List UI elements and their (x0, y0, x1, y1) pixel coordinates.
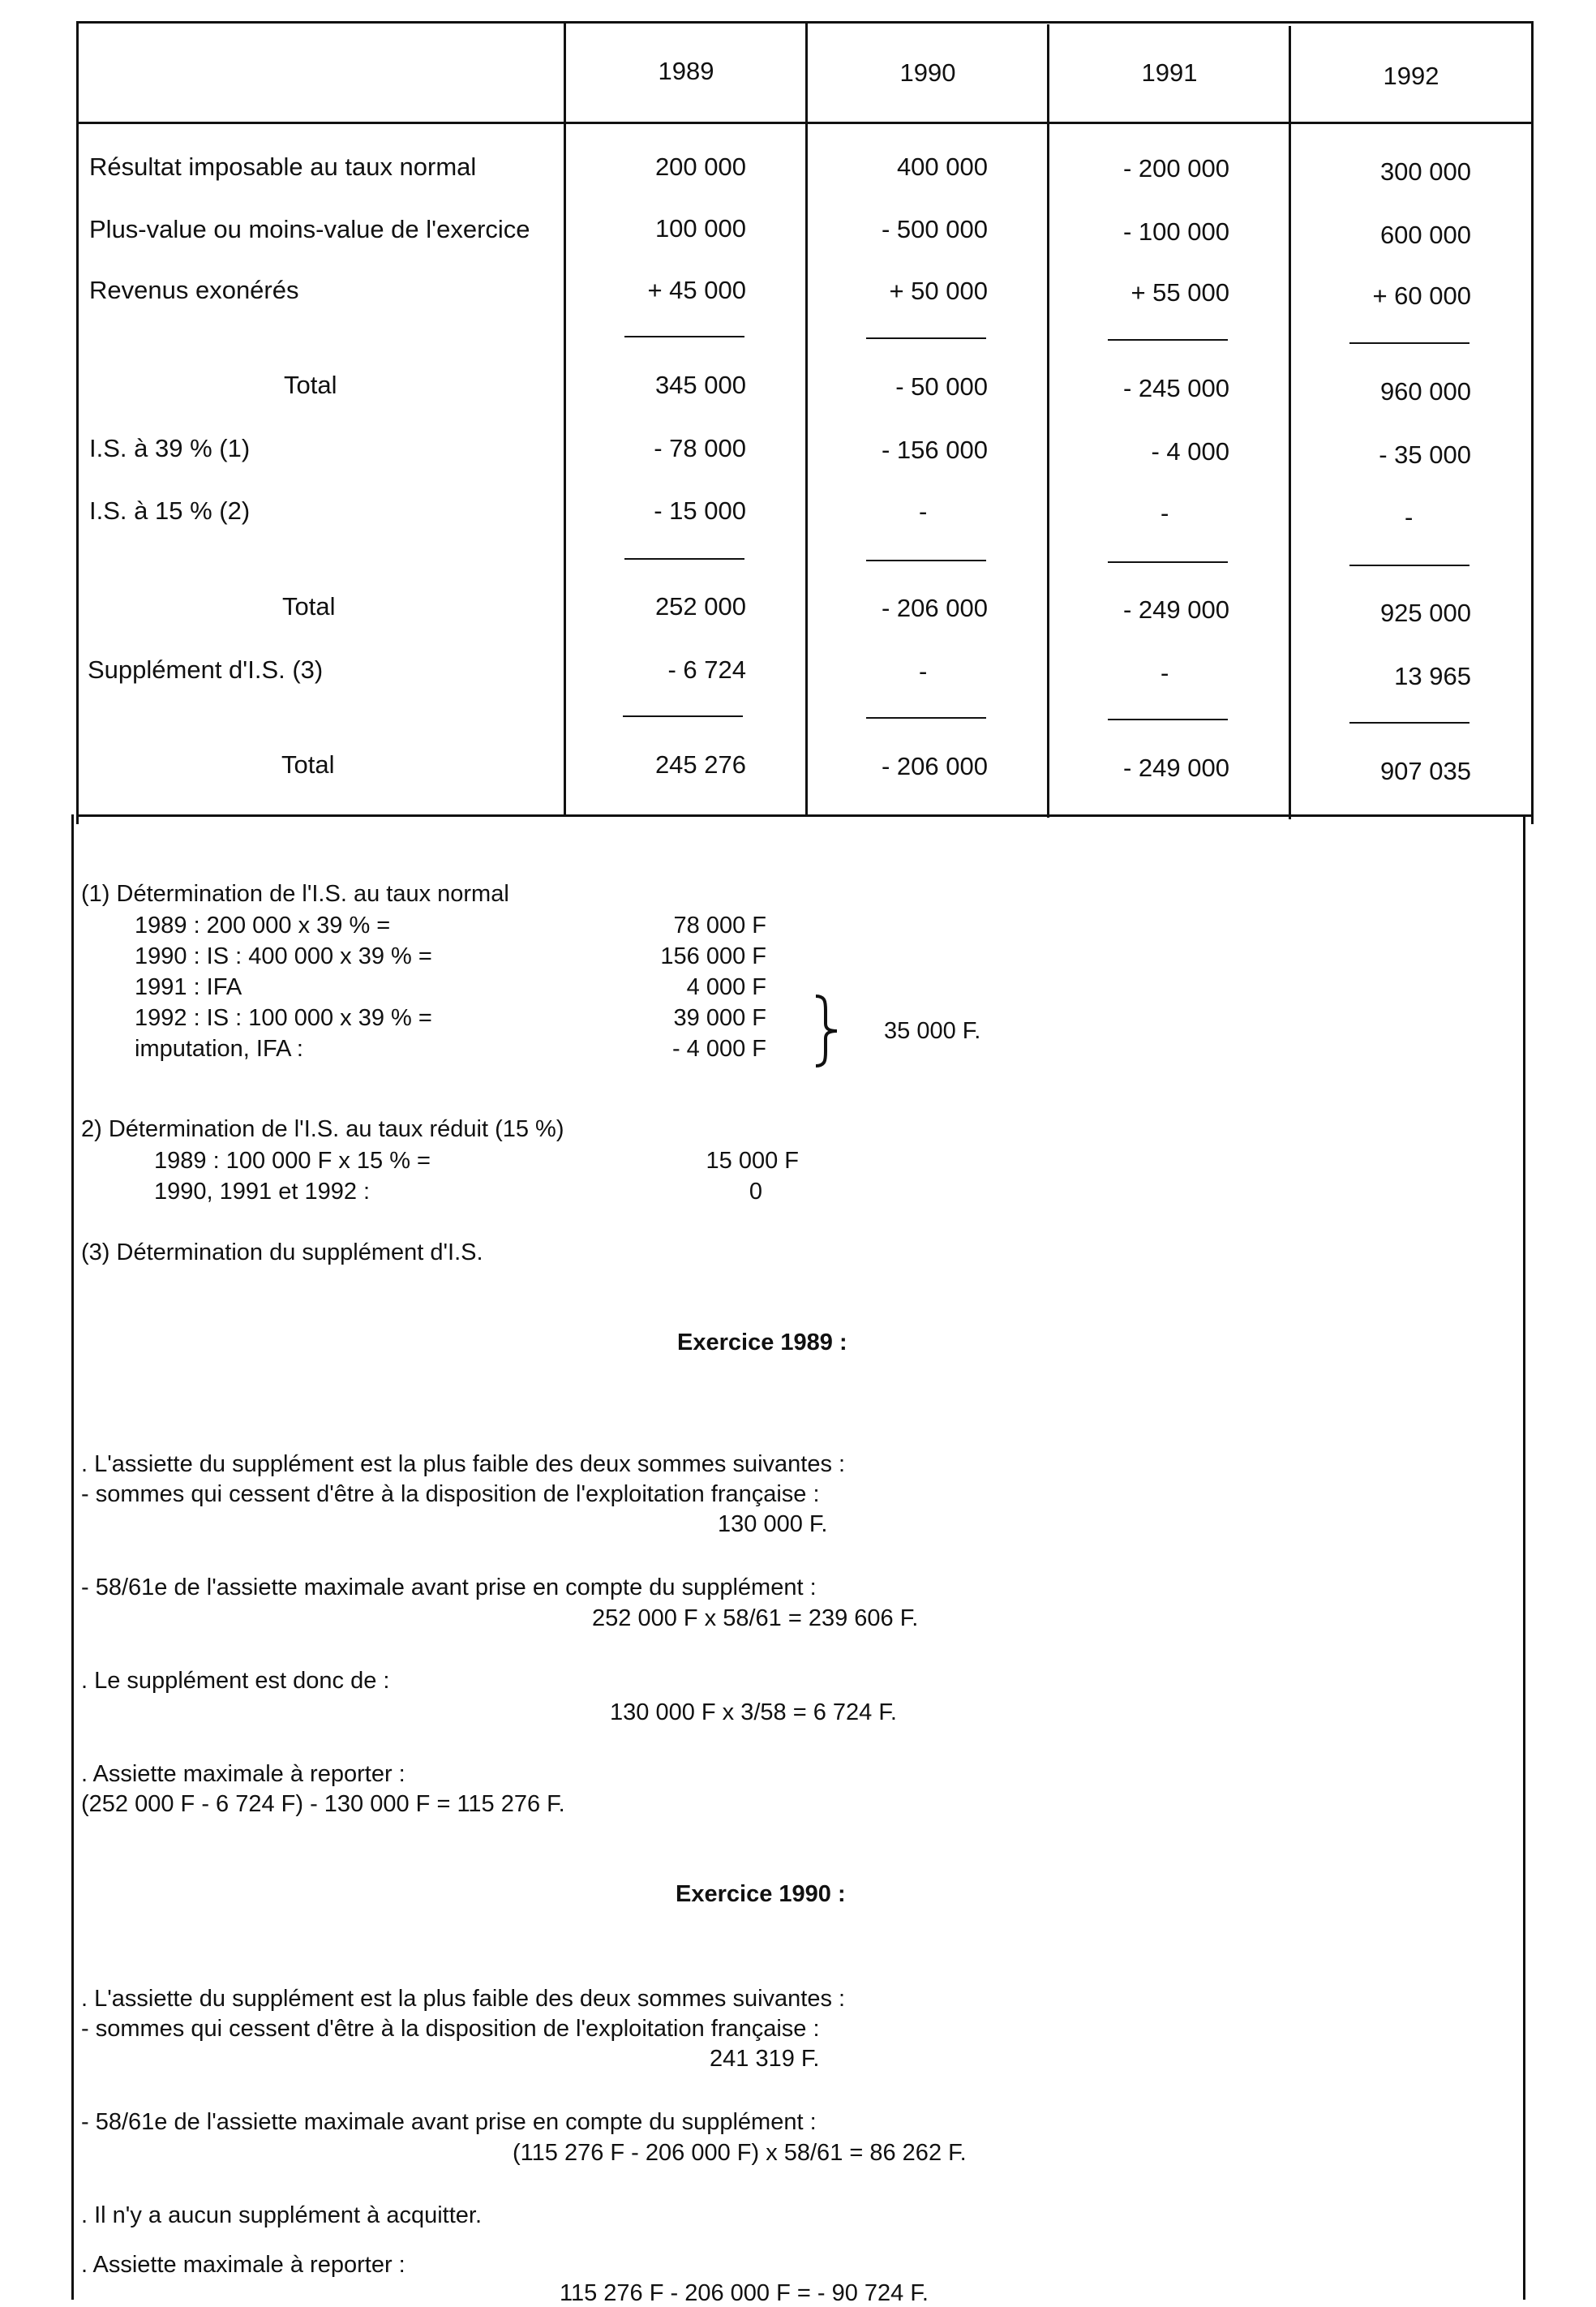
row-label: Résultat imposable au taux normal (89, 153, 477, 181)
exercice-1990-heading: Exercice 1990 : (676, 1881, 846, 1907)
note2-line-label: 1990, 1991 et 1992 : (154, 1179, 371, 1205)
subtotal-rule (866, 337, 986, 339)
note1-line-label: 1992 : IS : 100 000 x 39 % = (135, 1005, 432, 1031)
year-header-1989: 1989 (658, 57, 714, 85)
exercice-1989-heading: Exercice 1989 : (677, 1330, 847, 1355)
cell-value: 400 000 (896, 153, 988, 181)
row-label-total: Total (281, 750, 335, 779)
cell-dash: - (919, 497, 928, 526)
subtotal-rule (1349, 722, 1469, 724)
subtotal-rule (1108, 339, 1228, 341)
cell-value: - 249 000 (1123, 595, 1229, 624)
cell-value: + 45 000 (647, 276, 746, 304)
year-header-1992: 1992 (1383, 62, 1439, 90)
subtotal-rule (1349, 342, 1469, 344)
note3-title: (3) Détermination du supplément d'I.S. (81, 1239, 483, 1265)
ex1989-paragraph: - 58/61e de l'assiette maximale avant prise en compte du supplément : (81, 1575, 817, 1600)
cell-value: - 200 000 (1123, 154, 1229, 183)
cell-value: 200 000 (654, 153, 746, 181)
note2-line-label: 1989 : 100 000 F x 15 % = (154, 1148, 431, 1174)
note1-line-value: 39 000 F (673, 1005, 766, 1031)
ex1990-formula: (115 276 F - 206 000 F) x 58/61 = 86 262 F. (513, 2140, 967, 2166)
ex1989-paragraph: . Le supplément est donc de : (81, 1668, 390, 1694)
subtotal-rule (1108, 561, 1228, 563)
cell-value: - 78 000 (654, 434, 746, 462)
subtotal-rule (624, 336, 744, 337)
cell-value: 100 000 (654, 214, 746, 243)
ex1989-paragraph: . Assiette maximale à reporter : (81, 1761, 405, 1787)
cell-value: - 4 000 (1151, 437, 1229, 466)
cell-dash: - (1405, 503, 1414, 531)
cell-value: 907 035 (1379, 757, 1471, 785)
cell-dash: - (1161, 499, 1169, 527)
subtotal-rule (623, 715, 743, 717)
ex1990-paragraph: . L'assiette du supplément est la plus faible des deux sommes suivantes : (81, 1986, 846, 2012)
note1-line-value: - 4 000 F (671, 1036, 766, 1062)
note1-line-label: imputation, IFA : (135, 1036, 303, 1062)
cell-value: 252 000 (654, 592, 746, 621)
subtotal-rule (866, 717, 986, 719)
cell-value: - 245 000 (1123, 374, 1229, 402)
cell-dash: - (1161, 659, 1169, 687)
cell-value: 600 000 (1379, 221, 1471, 249)
year-header-1990: 1990 (899, 58, 956, 87)
row-label: Plus-value ou moins-value de l'exercice (89, 215, 530, 243)
subtotal-rule (866, 560, 986, 561)
col-divider-2 (805, 23, 808, 816)
col-divider-4 (1289, 26, 1291, 819)
subtotal-rule (1108, 719, 1228, 720)
ex1989-formula: 252 000 F x 58/61 = 239 606 F. (592, 1605, 919, 1631)
ex1989-formula: 130 000 F x 3/58 = 6 724 F. (610, 1699, 897, 1725)
cell-value: 960 000 (1379, 377, 1471, 406)
col-divider-1 (564, 21, 566, 816)
cell-value: 300 000 (1379, 157, 1471, 186)
row-label: Revenus exonérés (89, 276, 299, 304)
note2-line-value: 0 (749, 1179, 762, 1205)
ex1990-paragraph: . Il n'y a aucun supplément à acquitter. (81, 2202, 483, 2228)
note1-line-label: 1990 : IS : 400 000 x 39 % = (135, 943, 432, 969)
col-divider-3 (1047, 24, 1049, 818)
table-left-border (76, 21, 79, 824)
cell-value: - 35 000 (1379, 440, 1471, 469)
cell-value: + 50 000 (889, 277, 988, 305)
note1-line-value: 78 000 F (673, 913, 766, 939)
ex1989-amount: 130 000 F. (718, 1511, 828, 1537)
table-bottom-border (76, 814, 1534, 817)
cell-value: - 206 000 (882, 594, 988, 622)
cell-value: + 55 000 (1130, 278, 1229, 307)
table-right-border (1531, 21, 1534, 824)
cell-value: - 15 000 (654, 496, 746, 525)
row-label-total: Total (282, 592, 336, 621)
cell-value: - 100 000 (1123, 217, 1229, 246)
cell-value: - 6 724 (667, 655, 746, 684)
year-header-1991: 1991 (1141, 58, 1198, 87)
notes-right-border (1523, 814, 1525, 2300)
cell-value: - 50 000 (895, 372, 988, 401)
ex1989-formula: (252 000 F - 6 724 F) - 130 000 F = 115 276 F. (81, 1791, 565, 1817)
header-bottom-border (76, 122, 1534, 124)
note1-line-value: 4 000 F (686, 974, 766, 1000)
note1-line-label: 1991 : IFA (135, 974, 242, 1000)
note2-title: 2) Détermination de l'I.S. au taux réduit (15 %) (81, 1116, 564, 1142)
note1-brace-total: 35 000 F. (884, 1018, 981, 1044)
ex1989-paragraph: - sommes qui cessent d'être à la disposition de l'exploitation française : (81, 1481, 820, 1507)
ex1990-paragraph: . Assiette maximale à reporter : (81, 2252, 405, 2278)
note1-line-value: 156 000 F (660, 943, 766, 969)
right-brace-icon (813, 995, 840, 1068)
cell-value: - 206 000 (882, 752, 988, 780)
row-label: I.S. à 15 % (2) (89, 496, 251, 525)
cell-value: 345 000 (654, 371, 746, 399)
cell-value: 925 000 (1379, 599, 1471, 627)
cell-value: 245 276 (654, 750, 746, 779)
ex1990-amount: 241 319 F. (710, 2046, 820, 2072)
notes-left-border (71, 814, 74, 2300)
note1-line-label: 1989 : 200 000 x 39 % = (135, 913, 391, 939)
table-top-border (76, 21, 1534, 24)
note1-title: (1) Détermination de l'I.S. au taux normal (81, 881, 509, 907)
row-label: I.S. à 39 % (1) (89, 434, 251, 462)
ex1990-formula: 115 276 F - 206 000 F = - 90 724 F. (560, 2280, 929, 2306)
ex1990-paragraph: - sommes qui cessent d'être à la disposition de l'exploitation française : (81, 2016, 820, 2042)
row-label-total: Total (284, 371, 337, 399)
cell-dash: - (919, 657, 928, 685)
subtotal-rule (1349, 565, 1469, 566)
cell-value: - 500 000 (882, 215, 988, 243)
ex1990-paragraph: - 58/61e de l'assiette maximale avant prise en compte du supplément : (81, 2109, 817, 2135)
cell-value: 13 965 (1394, 662, 1471, 690)
cell-value: - 249 000 (1123, 754, 1229, 782)
subtotal-rule (624, 558, 744, 560)
ex1989-paragraph: . L'assiette du supplément est la plus faible des deux sommes suivantes : (81, 1451, 846, 1477)
row-label: Supplément d'I.S. (3) (88, 655, 324, 684)
note2-line-value: 15 000 F (706, 1148, 799, 1174)
cell-value: + 60 000 (1372, 281, 1471, 310)
cell-value: - 156 000 (882, 436, 988, 464)
